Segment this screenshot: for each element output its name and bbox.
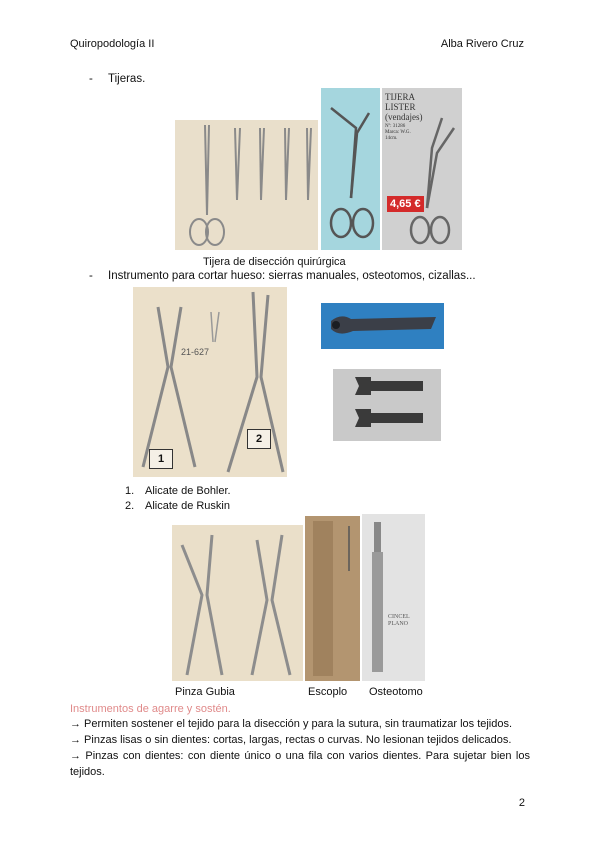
paragraph-line: → Pinzas con dientes: con diente único o una fila con varios dientes. Para sujetar bien los tejidos.: [70, 750, 530, 778]
lister-small-3: 14cm.: [385, 136, 398, 141]
caption-osteotomo: Osteotomo: [369, 686, 423, 698]
bullet-dash: -: [89, 270, 93, 282]
section-title-hueso: Instrumento para cortar hueso: sierras manuales, osteotomos, cizallas...: [108, 270, 476, 282]
plier-label-2: 2: [247, 429, 271, 449]
caption-tijera-diseccion: Tijera de disección quirúrgica: [203, 256, 346, 268]
caption-escoplo: Escoplo: [308, 686, 348, 698]
saw-photo: [321, 303, 444, 349]
price-tag: 4,65 €: [387, 196, 424, 212]
paragraph-line: → Permiten sostener el tejido para la disección y para la sutura, sin traumatizar los tejidos.: [70, 718, 513, 730]
lister-small-2: Marca: W.G.: [385, 130, 411, 135]
paragraph-line: → Pinzas lisas o sin dientes: cortas, largas, rectas o curvas. No lesionan tejidos delicados.: [70, 734, 512, 746]
list-item: 2. Alicate de Ruskin: [125, 500, 230, 512]
plier-code: 21-627: [181, 347, 210, 357]
plier-label-1: 1: [149, 449, 173, 469]
escoplo-photo: [305, 516, 360, 681]
section-heading-agarre: Instrumentos de agarre y sostén.: [70, 703, 231, 715]
header-right: Alba Rivero Cruz: [440, 38, 524, 50]
section-title-tijeras: Tijeras.: [108, 73, 146, 85]
lister-label-3: (vendajes): [385, 112, 423, 122]
cincel-label-1: CINCEL: [388, 614, 410, 620]
lister-label-2: LISTER: [385, 102, 416, 112]
list-item: 1. Alicate de Bohler.: [125, 485, 231, 497]
scissors-photo: [175, 120, 318, 250]
pliers-photo: [133, 287, 287, 477]
page-number: 2: [518, 797, 525, 809]
cincel-label-2: PLANO: [388, 621, 409, 627]
caption-pinza-gubia: Pinza Gubia: [175, 686, 235, 698]
lister-small-1: Nº: 31286: [385, 124, 406, 129]
gubia-photo: [172, 525, 303, 681]
pliers-list: [125, 484, 231, 514]
header-left: Quiropodología II: [70, 38, 155, 50]
bullet-dash: -: [89, 73, 93, 85]
wrench-photo: [333, 369, 441, 441]
bandage-scissors-photo: [321, 88, 380, 250]
lister-scissors-photo: [382, 88, 462, 250]
lister-label-1: TIJERA: [385, 92, 415, 102]
osteotomo-photo: [362, 514, 425, 681]
